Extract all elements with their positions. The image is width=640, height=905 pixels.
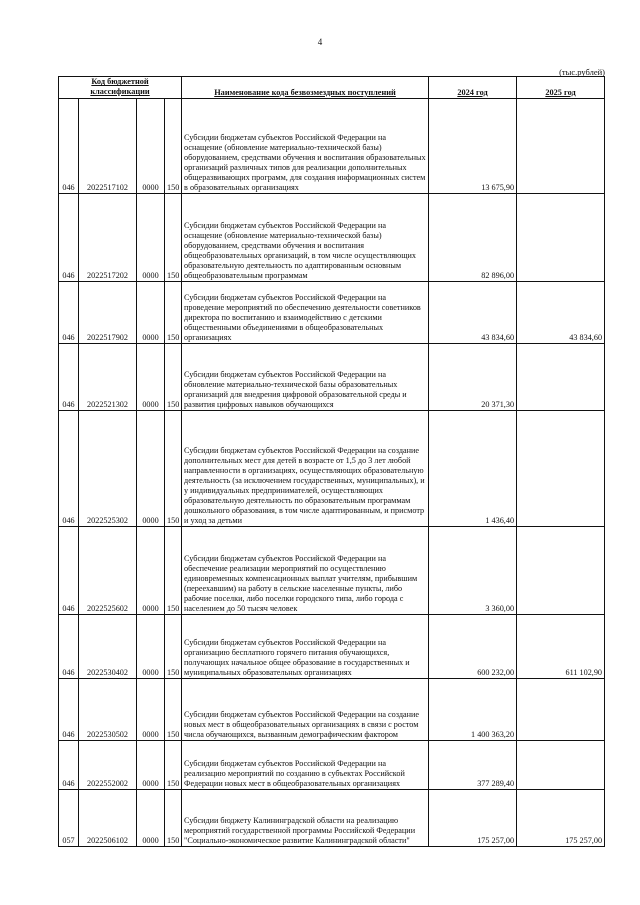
kbk-code-cell: 2022521302	[79, 344, 137, 411]
admin-code-cell: 046	[59, 344, 79, 411]
header-name: Наименование кода безвозмездных поступлений	[182, 77, 429, 99]
kbk-code-cell: 2022517102	[79, 99, 137, 194]
amount-2025-cell: 611 102,90	[517, 615, 605, 679]
table-row	[59, 527, 605, 615]
program-code-cell: 0000	[137, 344, 165, 411]
admin-code-cell: 046	[59, 194, 79, 282]
program-code-cell: 0000	[137, 99, 165, 194]
amount-2024-cell: 43 834,60	[429, 282, 517, 344]
amount-2024-cell: 1 400 363,20	[429, 679, 517, 741]
table-row	[59, 282, 605, 344]
kbk-code-cell: 2022517202	[79, 194, 137, 282]
admin-code-cell: 046	[59, 615, 79, 679]
amount-2025-cell	[517, 527, 605, 615]
kind-code-cell: 150	[165, 344, 182, 411]
revenue-name-cell: Субсидии бюджету Калининградской области на реализацию мероприятий государственной программы Российской Федерации "Социально-экономическое развитие Калининградской области"	[182, 790, 429, 847]
table-row	[59, 615, 605, 679]
amount-2024-cell: 20 371,30	[429, 344, 517, 411]
amount-2025-cell	[517, 411, 605, 527]
admin-code-cell: 057	[59, 790, 79, 847]
amount-2025-cell: 175 257,00	[517, 790, 605, 847]
kbk-code-cell: 2022530502	[79, 679, 137, 741]
kind-code-cell: 150	[165, 527, 182, 615]
revenue-name-cell: Субсидии бюджетам субъектов Российской Федерации на реализацию мероприятий по созданию в субъектах Российской Федерации новых мест в общеобразовательных организациях	[182, 741, 429, 790]
unit-note: (тыс.рублей)	[559, 67, 605, 77]
admin-code-cell: 046	[59, 527, 79, 615]
kind-code-cell: 150	[165, 411, 182, 527]
amount-2024-cell: 175 257,00	[429, 790, 517, 847]
amount-2024-cell: 600 232,00	[429, 615, 517, 679]
kbk-code-cell: 2022525302	[79, 411, 137, 527]
revenue-name-cell: Субсидии бюджетам субъектов Российской Федерации на обновление материально-технической базы образовательных организаций для внедрения цифровой образовательной среды и развития цифровых навыков обучающихся	[182, 344, 429, 411]
amount-2025-cell	[517, 99, 605, 194]
header-year-2025: 2025 год	[517, 77, 605, 99]
kind-code-cell: 150	[165, 741, 182, 790]
table-row	[59, 741, 605, 790]
program-code-cell: 0000	[137, 411, 165, 527]
kbk-code-cell: 2022525602	[79, 527, 137, 615]
program-code-cell: 0000	[137, 527, 165, 615]
revenue-name-cell: Субсидии бюджетам субъектов Российской Федерации на обеспечение реализации мероприятий по осуществлению единовременных компенсационных выплат учителям, прибывшим (переехавшим) на работу в сельские населенные пункты, либо рабочие поселки, либо поселки городского типа, либо города с населением до 50 тысяч человек	[182, 527, 429, 615]
amount-2025-cell: 43 834,60	[517, 282, 605, 344]
amount-2024-cell: 1 436,40	[429, 411, 517, 527]
kbk-code-cell: 2022506102	[79, 790, 137, 847]
table-row	[59, 411, 605, 527]
amount-2024-cell: 13 675,90	[429, 99, 517, 194]
amount-2025-cell	[517, 194, 605, 282]
header-kbk-label: Код бюджетной классификации	[90, 77, 150, 97]
amount-2024-cell: 82 896,00	[429, 194, 517, 282]
revenue-name-cell: Субсидии бюджетам субъектов Российской Федерации на организацию бесплатного горячего питания обучающихся, получающих начальное общее образование в государственных и муниципальных образовательных организациях	[182, 615, 429, 679]
header-year-2024: 2024 год	[429, 77, 517, 99]
kind-code-cell: 150	[165, 790, 182, 847]
table-row	[59, 679, 605, 741]
table-row	[59, 194, 605, 282]
admin-code-cell: 046	[59, 741, 79, 790]
table-row	[59, 344, 605, 411]
kind-code-cell: 150	[165, 679, 182, 741]
program-code-cell: 0000	[137, 615, 165, 679]
admin-code-cell: 046	[59, 282, 79, 344]
table-header-row	[59, 77, 605, 99]
kbk-code-cell: 2022530402	[79, 615, 137, 679]
budget-table	[58, 76, 605, 847]
program-code-cell: 0000	[137, 741, 165, 790]
admin-code-cell: 046	[59, 679, 79, 741]
header-kbk	[59, 77, 182, 99]
amount-2025-cell	[517, 344, 605, 411]
amount-2025-cell	[517, 679, 605, 741]
revenue-name-cell: Субсидии бюджетам субъектов Российской Федерации на оснащение (обновление материально-технической базы) оборудованием, средствами обучения и воспитания образовательных организаций различных типов для реализации дополнительных общеразвивающих программ, для создания информационных систем в образовательных организациях	[182, 99, 429, 194]
revenue-name-cell: Субсидии бюджетам субъектов Российской Федерации на проведение мероприятий по обеспечению деятельности советников директора по воспитанию и взаимодействию с детскими общественными объединениями в общеобразовательных организациях	[182, 282, 429, 344]
kind-code-cell: 150	[165, 615, 182, 679]
amount-2025-cell	[517, 741, 605, 790]
revenue-name-cell: Субсидии бюджетам субъектов Российской Федерации на создание дополнительных мест для детей в возрасте от 1,5 до 3 лет любой направленности в организациях, осуществляющих образовательную деятельность (за исключением государственных, муниципальных), и у индивидуальных предпринимателей, осуществляющих образовательную деятельность по образовательным программам дошкольного образования, в том числе адаптированным, и присмотр и уход за детьми	[182, 411, 429, 527]
program-code-cell: 0000	[137, 679, 165, 741]
page-number: 4	[317, 37, 323, 47]
revenue-name-cell: Субсидии бюджетам субъектов Российской Федерации на оснащение (обновление материально-технической базы) оборудованием, средствами обучения и воспитания общеобразовательных организаций, в том числе осуществляющих образовательную деятельность по адаптированным основным общеобразовательным программам	[182, 194, 429, 282]
program-code-cell: 0000	[137, 194, 165, 282]
admin-code-cell: 046	[59, 411, 79, 527]
program-code-cell: 0000	[137, 282, 165, 344]
amount-2024-cell: 3 360,00	[429, 527, 517, 615]
revenue-name-cell: Субсидии бюджетам субъектов Российской Федерации на создание новых мест в общеобразовательных организациях в связи с ростом числа обучающихся, вызванным демографическим фактором	[182, 679, 429, 741]
table-row	[59, 790, 605, 847]
kind-code-cell: 150	[165, 282, 182, 344]
table-row	[59, 99, 605, 194]
program-code-cell: 0000	[137, 790, 165, 847]
amount-2024-cell: 377 289,40	[429, 741, 517, 790]
kbk-code-cell: 2022552002	[79, 741, 137, 790]
kind-code-cell: 150	[165, 99, 182, 194]
kind-code-cell: 150	[165, 194, 182, 282]
kbk-code-cell: 2022517902	[79, 282, 137, 344]
admin-code-cell: 046	[59, 99, 79, 194]
